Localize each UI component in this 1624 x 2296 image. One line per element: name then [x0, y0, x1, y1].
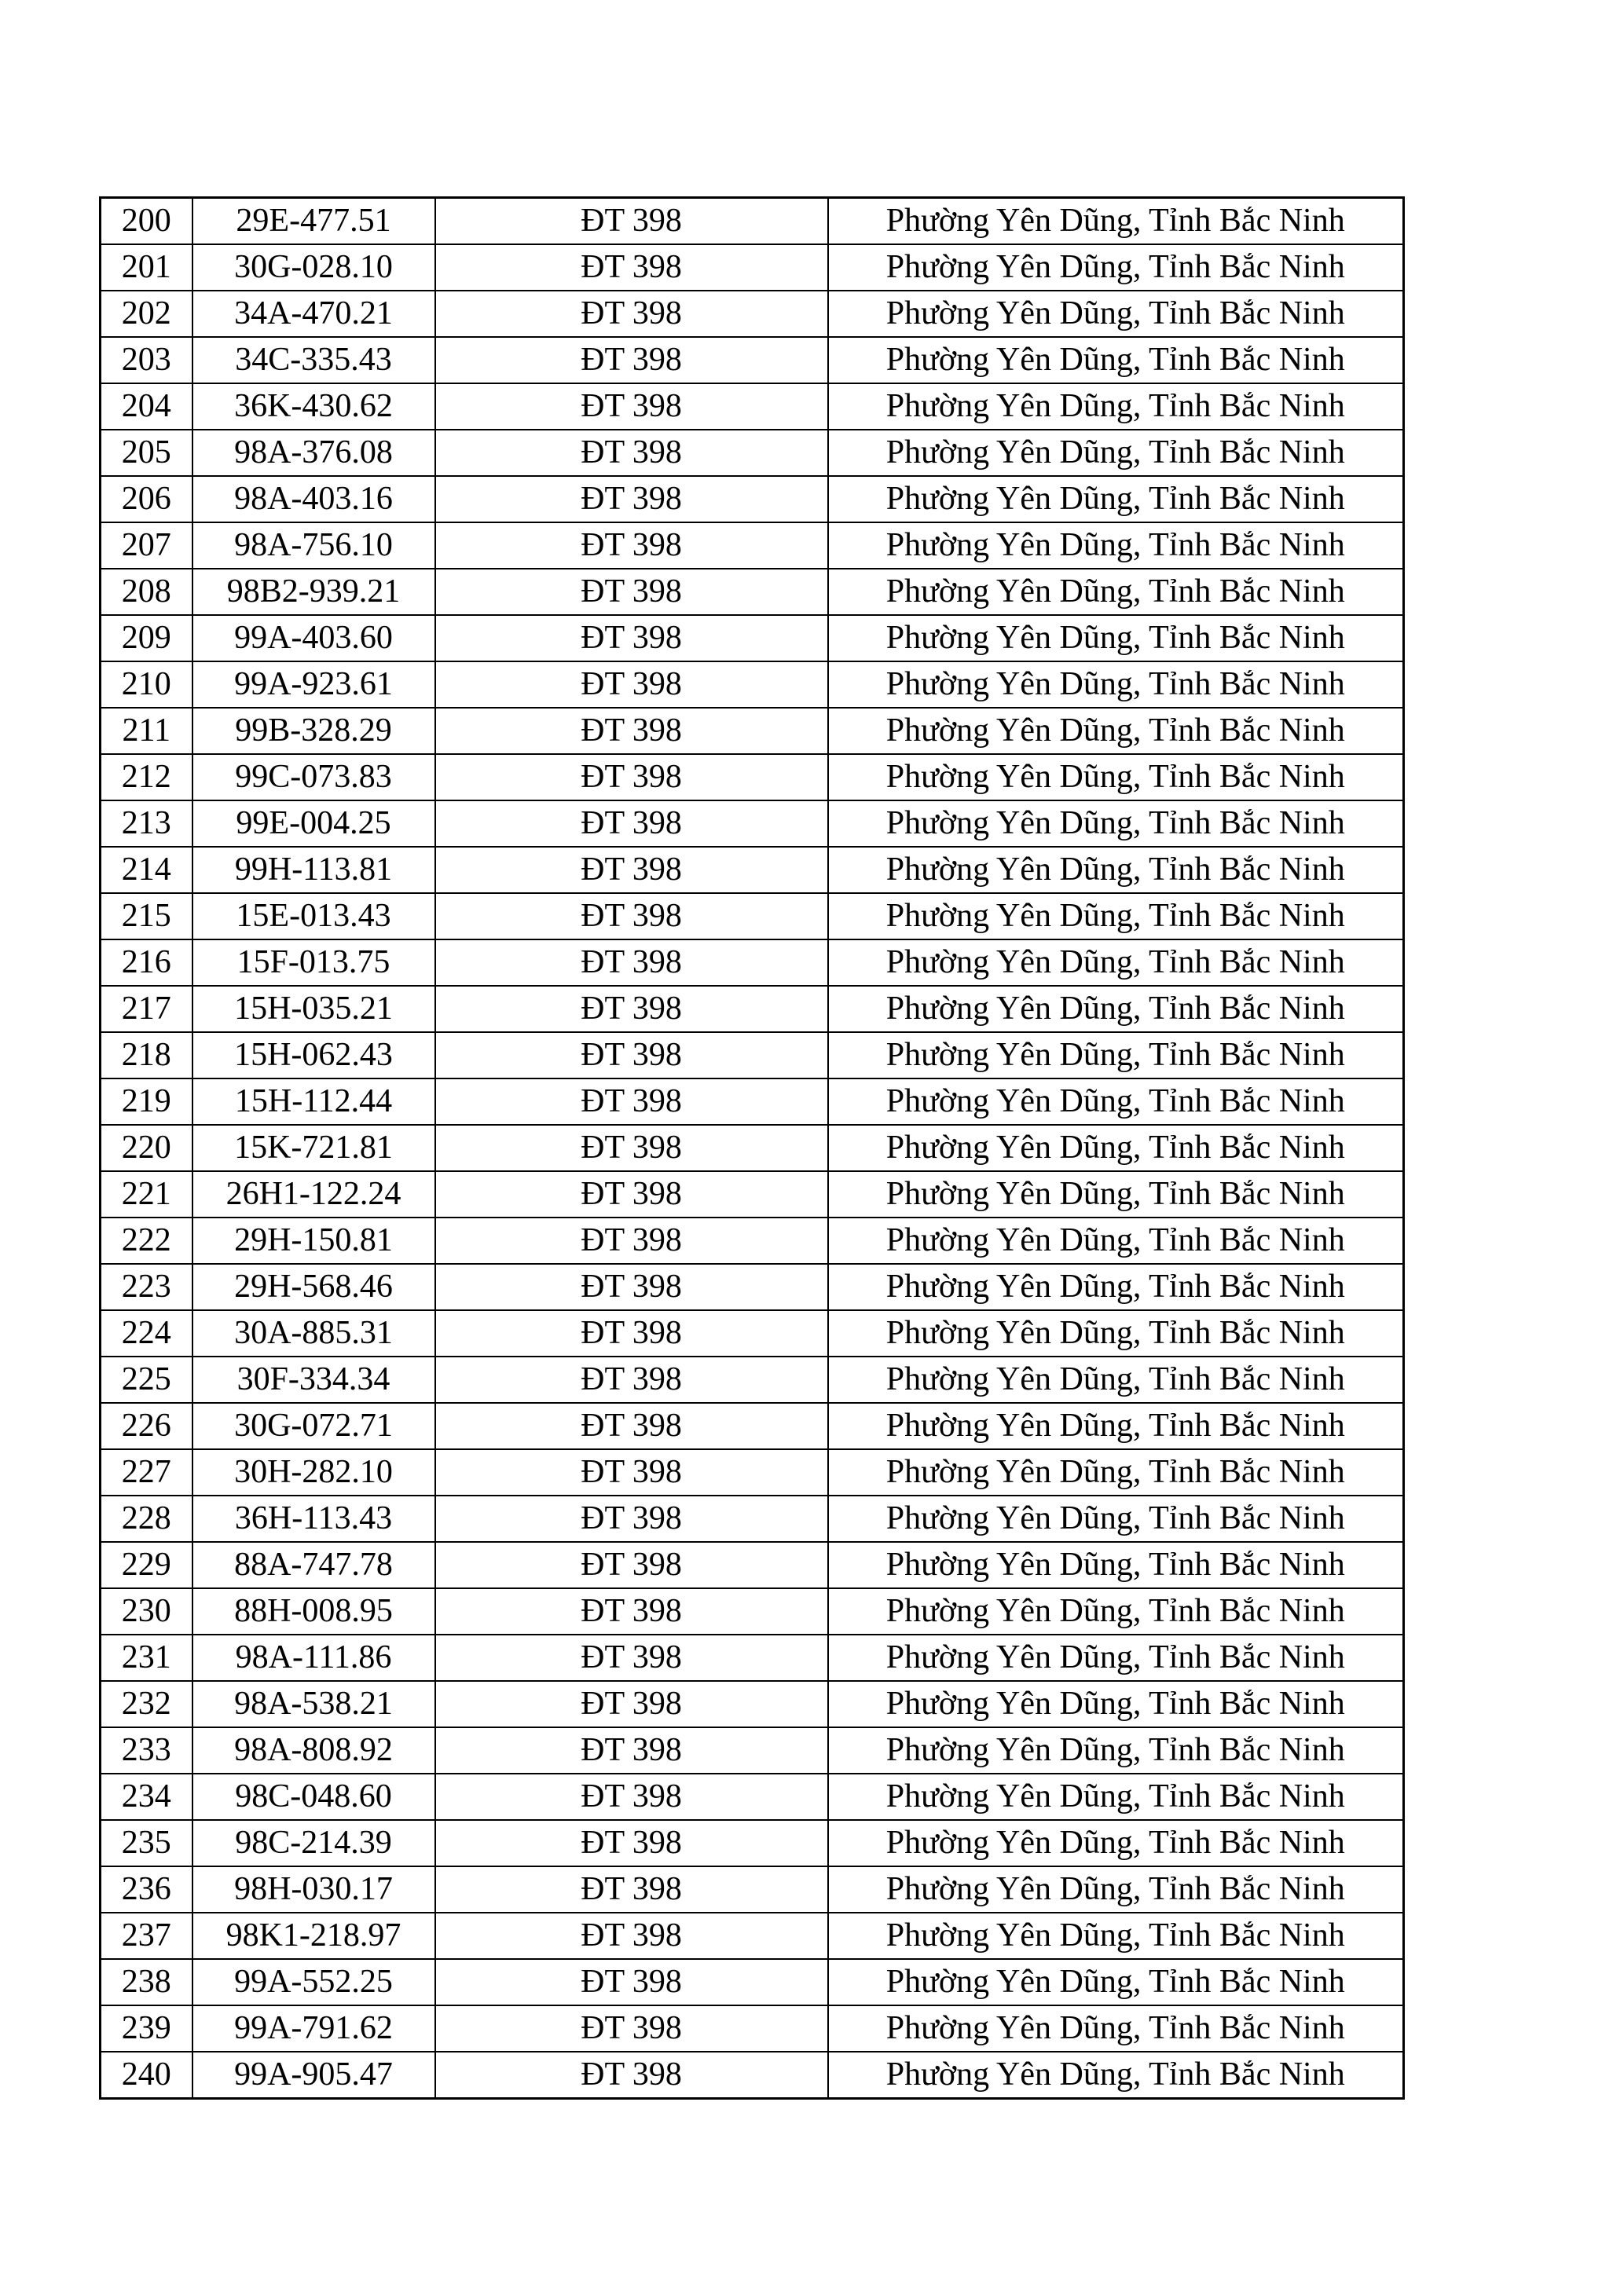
- row-number-cell: 231: [101, 1635, 192, 1681]
- location-cell: Phường Yên Dũng, Tỉnh Bắc Ninh: [828, 800, 1404, 847]
- road-cell: ĐT 398: [435, 198, 828, 245]
- table-row: [101, 1727, 1404, 1774]
- license-plate-cell: 99B-328.29: [192, 708, 435, 754]
- table-row: [101, 1542, 1404, 1588]
- road-cell: ĐT 398: [435, 1078, 828, 1125]
- table-row: [101, 1403, 1404, 1449]
- row-number-cell: 223: [101, 1264, 192, 1310]
- road-cell: ĐT 398: [435, 2005, 828, 2052]
- row-number-cell: 213: [101, 800, 192, 847]
- license-plate-cell: 30A-885.31: [192, 1310, 435, 1357]
- row-number-cell: 236: [101, 1866, 192, 1913]
- license-plate-cell: 99E-004.25: [192, 800, 435, 847]
- road-cell: ĐT 398: [435, 1032, 828, 1078]
- table-row: [101, 986, 1404, 1032]
- row-number-cell: 229: [101, 1542, 192, 1588]
- license-plate-cell: 15H-112.44: [192, 1078, 435, 1125]
- road-cell: ĐT 398: [435, 1310, 828, 1357]
- license-plate-cell: 99A-403.60: [192, 615, 435, 661]
- table-row: [101, 1820, 1404, 1866]
- road-cell: ĐT 398: [435, 1449, 828, 1496]
- license-plate-cell: 98A-111.86: [192, 1635, 435, 1681]
- table-row: [101, 522, 1404, 569]
- road-cell: ĐT 398: [435, 754, 828, 800]
- license-plate-cell: 34C-335.43: [192, 337, 435, 383]
- location-cell: Phường Yên Dũng, Tỉnh Bắc Ninh: [828, 1635, 1404, 1681]
- row-number-cell: 240: [101, 2052, 192, 2099]
- row-number-cell: 234: [101, 1774, 192, 1820]
- license-plate-cell: 88A-747.78: [192, 1542, 435, 1588]
- location-cell: Phường Yên Dũng, Tỉnh Bắc Ninh: [828, 986, 1404, 1032]
- row-number-cell: 206: [101, 476, 192, 522]
- license-plate-cell: 30F-334.34: [192, 1357, 435, 1403]
- row-number-cell: 212: [101, 754, 192, 800]
- license-plate-cell: 29H-150.81: [192, 1218, 435, 1264]
- row-number-cell: 235: [101, 1820, 192, 1866]
- location-cell: Phường Yên Dũng, Tỉnh Bắc Ninh: [828, 1218, 1404, 1264]
- road-cell: ĐT 398: [435, 430, 828, 476]
- table-row: [101, 661, 1404, 708]
- row-number-cell: 238: [101, 1959, 192, 2005]
- row-number-cell: 228: [101, 1496, 192, 1542]
- license-plate-cell: 30G-072.71: [192, 1403, 435, 1449]
- license-plate-cell: 98H-030.17: [192, 1866, 435, 1913]
- license-plate-cell: 98A-538.21: [192, 1681, 435, 1727]
- location-cell: Phường Yên Dũng, Tỉnh Bắc Ninh: [828, 383, 1404, 430]
- road-cell: ĐT 398: [435, 986, 828, 1032]
- location-cell: Phường Yên Dũng, Tỉnh Bắc Ninh: [828, 754, 1404, 800]
- license-plate-cell: 99A-552.25: [192, 1959, 435, 2005]
- location-cell: Phường Yên Dũng, Tỉnh Bắc Ninh: [828, 2052, 1404, 2099]
- table-row: [101, 2052, 1404, 2099]
- road-cell: ĐT 398: [435, 522, 828, 569]
- location-cell: Phường Yên Dũng, Tỉnh Bắc Ninh: [828, 1681, 1404, 1727]
- license-plate-cell: 15F-013.75: [192, 939, 435, 986]
- row-number-cell: 203: [101, 337, 192, 383]
- road-cell: ĐT 398: [435, 337, 828, 383]
- road-cell: ĐT 398: [435, 1542, 828, 1588]
- road-cell: ĐT 398: [435, 661, 828, 708]
- table-row: [101, 1913, 1404, 1959]
- license-plate-cell: 29E-477.51: [192, 198, 435, 245]
- location-cell: Phường Yên Dũng, Tỉnh Bắc Ninh: [828, 1403, 1404, 1449]
- road-cell: ĐT 398: [435, 1496, 828, 1542]
- row-number-cell: 201: [101, 244, 192, 291]
- row-number-cell: 210: [101, 661, 192, 708]
- table-row: [101, 244, 1404, 291]
- table-row: [101, 1866, 1404, 1913]
- row-number-cell: 216: [101, 939, 192, 986]
- table-row: [101, 1125, 1404, 1171]
- row-number-cell: 222: [101, 1218, 192, 1264]
- road-cell: ĐT 398: [435, 569, 828, 615]
- row-number-cell: 217: [101, 986, 192, 1032]
- road-cell: ĐT 398: [435, 291, 828, 337]
- table-row: [101, 1310, 1404, 1357]
- table-row: [101, 1032, 1404, 1078]
- license-plate-cell: 98A-376.08: [192, 430, 435, 476]
- road-cell: ĐT 398: [435, 847, 828, 893]
- table-body: [101, 198, 1404, 2099]
- table-row: [101, 1681, 1404, 1727]
- location-cell: Phường Yên Dũng, Tỉnh Bắc Ninh: [828, 476, 1404, 522]
- table-row: [101, 1078, 1404, 1125]
- location-cell: Phường Yên Dũng, Tỉnh Bắc Ninh: [828, 1774, 1404, 1820]
- row-number-cell: 227: [101, 1449, 192, 1496]
- table-row: [101, 615, 1404, 661]
- road-cell: ĐT 398: [435, 893, 828, 939]
- license-plate-cell: 99A-905.47: [192, 2052, 435, 2099]
- license-plate-cell: 98K1-218.97: [192, 1913, 435, 1959]
- road-cell: ĐT 398: [435, 1125, 828, 1171]
- license-plate-cell: 30H-282.10: [192, 1449, 435, 1496]
- license-plate-cell: 15H-062.43: [192, 1032, 435, 1078]
- license-plate-cell: 15E-013.43: [192, 893, 435, 939]
- road-cell: ĐT 398: [435, 2052, 828, 2099]
- location-cell: Phường Yên Dũng, Tỉnh Bắc Ninh: [828, 1310, 1404, 1357]
- road-cell: ĐT 398: [435, 1171, 828, 1218]
- row-number-cell: 208: [101, 569, 192, 615]
- row-number-cell: 221: [101, 1171, 192, 1218]
- location-cell: Phường Yên Dũng, Tỉnh Bắc Ninh: [828, 1542, 1404, 1588]
- license-plate-cell: 36H-113.43: [192, 1496, 435, 1542]
- license-plate-cell: 98A-403.16: [192, 476, 435, 522]
- location-cell: Phường Yên Dũng, Tỉnh Bắc Ninh: [828, 291, 1404, 337]
- row-number-cell: 209: [101, 615, 192, 661]
- table-row: [101, 2005, 1404, 2052]
- license-plate-cell: 29H-568.46: [192, 1264, 435, 1310]
- location-cell: Phường Yên Dũng, Tỉnh Bắc Ninh: [828, 1125, 1404, 1171]
- road-cell: ĐT 398: [435, 476, 828, 522]
- location-cell: Phường Yên Dũng, Tỉnh Bắc Ninh: [828, 1727, 1404, 1774]
- location-cell: Phường Yên Dũng, Tỉnh Bắc Ninh: [828, 1449, 1404, 1496]
- license-plate-cell: 88H-008.95: [192, 1588, 435, 1635]
- table-row: [101, 708, 1404, 754]
- location-cell: Phường Yên Dũng, Tỉnh Bắc Ninh: [828, 1032, 1404, 1078]
- table-row: [101, 1218, 1404, 1264]
- license-plate-cell: 99H-113.81: [192, 847, 435, 893]
- location-cell: Phường Yên Dũng, Tỉnh Bắc Ninh: [828, 1357, 1404, 1403]
- license-plate-cell: 98C-048.60: [192, 1774, 435, 1820]
- location-cell: Phường Yên Dũng, Tỉnh Bắc Ninh: [828, 661, 1404, 708]
- location-cell: Phường Yên Dũng, Tỉnh Bắc Ninh: [828, 1588, 1404, 1635]
- table-row: [101, 1264, 1404, 1310]
- license-plate-cell: 30G-028.10: [192, 244, 435, 291]
- road-cell: ĐT 398: [435, 1218, 828, 1264]
- location-cell: Phường Yên Dũng, Tỉnh Bắc Ninh: [828, 430, 1404, 476]
- location-cell: Phường Yên Dũng, Tỉnh Bắc Ninh: [828, 1866, 1404, 1913]
- license-plate-cell: 98A-756.10: [192, 522, 435, 569]
- table-row: [101, 754, 1404, 800]
- location-cell: Phường Yên Dũng, Tỉnh Bắc Ninh: [828, 1078, 1404, 1125]
- table-row: [101, 1635, 1404, 1681]
- table-row: [101, 291, 1404, 337]
- road-cell: ĐT 398: [435, 244, 828, 291]
- location-cell: Phường Yên Dũng, Tỉnh Bắc Ninh: [828, 569, 1404, 615]
- road-cell: ĐT 398: [435, 800, 828, 847]
- road-cell: ĐT 398: [435, 1913, 828, 1959]
- location-cell: Phường Yên Dũng, Tỉnh Bắc Ninh: [828, 708, 1404, 754]
- row-number-cell: 211: [101, 708, 192, 754]
- row-number-cell: 204: [101, 383, 192, 430]
- table-row: [101, 1357, 1404, 1403]
- road-cell: ĐT 398: [435, 1635, 828, 1681]
- row-number-cell: 215: [101, 893, 192, 939]
- license-plate-cell: 15K-721.81: [192, 1125, 435, 1171]
- table-row: [101, 893, 1404, 939]
- road-cell: ĐT 398: [435, 383, 828, 430]
- road-cell: ĐT 398: [435, 1357, 828, 1403]
- license-plate-cell: 98A-808.92: [192, 1727, 435, 1774]
- road-cell: ĐT 398: [435, 939, 828, 986]
- row-number-cell: 230: [101, 1588, 192, 1635]
- location-cell: Phường Yên Dũng, Tỉnh Bắc Ninh: [828, 1171, 1404, 1218]
- table-row: [101, 800, 1404, 847]
- road-cell: ĐT 398: [435, 1727, 828, 1774]
- location-cell: Phường Yên Dũng, Tỉnh Bắc Ninh: [828, 244, 1404, 291]
- location-cell: Phường Yên Dũng, Tỉnh Bắc Ninh: [828, 198, 1404, 245]
- location-cell: Phường Yên Dũng, Tỉnh Bắc Ninh: [828, 939, 1404, 986]
- location-cell: Phường Yên Dũng, Tỉnh Bắc Ninh: [828, 1264, 1404, 1310]
- road-cell: ĐT 398: [435, 1866, 828, 1913]
- row-number-cell: 224: [101, 1310, 192, 1357]
- location-cell: Phường Yên Dũng, Tỉnh Bắc Ninh: [828, 1959, 1404, 2005]
- row-number-cell: 239: [101, 2005, 192, 2052]
- location-cell: Phường Yên Dũng, Tỉnh Bắc Ninh: [828, 847, 1404, 893]
- location-cell: Phường Yên Dũng, Tỉnh Bắc Ninh: [828, 1820, 1404, 1866]
- table-row: [101, 383, 1404, 430]
- row-number-cell: 232: [101, 1681, 192, 1727]
- table-row: [101, 1588, 1404, 1635]
- table-row: [101, 1959, 1404, 2005]
- row-number-cell: 220: [101, 1125, 192, 1171]
- road-cell: ĐT 398: [435, 1588, 828, 1635]
- location-cell: Phường Yên Dũng, Tỉnh Bắc Ninh: [828, 2005, 1404, 2052]
- location-cell: Phường Yên Dũng, Tỉnh Bắc Ninh: [828, 337, 1404, 383]
- row-number-cell: 219: [101, 1078, 192, 1125]
- row-number-cell: 207: [101, 522, 192, 569]
- row-number-cell: 225: [101, 1357, 192, 1403]
- row-number-cell: 214: [101, 847, 192, 893]
- table-row: [101, 847, 1404, 893]
- table-row: [101, 337, 1404, 383]
- table-row: [101, 1496, 1404, 1542]
- license-plate-cell: 99A-923.61: [192, 661, 435, 708]
- road-cell: ĐT 398: [435, 1959, 828, 2005]
- license-plate-cell: 99A-791.62: [192, 2005, 435, 2052]
- road-cell: ĐT 398: [435, 1681, 828, 1727]
- license-plate-cell: 99C-073.83: [192, 754, 435, 800]
- table-row: [101, 198, 1404, 245]
- location-cell: Phường Yên Dũng, Tỉnh Bắc Ninh: [828, 893, 1404, 939]
- table-row: [101, 476, 1404, 522]
- license-plate-cell: 36K-430.62: [192, 383, 435, 430]
- table-row: [101, 939, 1404, 986]
- license-plate-cell: 15H-035.21: [192, 986, 435, 1032]
- road-cell: ĐT 398: [435, 615, 828, 661]
- location-cell: Phường Yên Dũng, Tỉnh Bắc Ninh: [828, 615, 1404, 661]
- row-number-cell: 205: [101, 430, 192, 476]
- vehicle-plate-table: [99, 196, 1405, 2100]
- table-row: [101, 569, 1404, 615]
- road-cell: ĐT 398: [435, 1264, 828, 1310]
- row-number-cell: 237: [101, 1913, 192, 1959]
- license-plate-cell: 26H1-122.24: [192, 1171, 435, 1218]
- row-number-cell: 226: [101, 1403, 192, 1449]
- road-cell: ĐT 398: [435, 1403, 828, 1449]
- row-number-cell: 200: [101, 198, 192, 245]
- license-plate-cell: 34A-470.21: [192, 291, 435, 337]
- table-row: [101, 1449, 1404, 1496]
- license-plate-cell: 98C-214.39: [192, 1820, 435, 1866]
- location-cell: Phường Yên Dũng, Tỉnh Bắc Ninh: [828, 522, 1404, 569]
- road-cell: ĐT 398: [435, 1820, 828, 1866]
- row-number-cell: 202: [101, 291, 192, 337]
- license-plate-cell: 98B2-939.21: [192, 569, 435, 615]
- table-row: [101, 1171, 1404, 1218]
- table-row: [101, 430, 1404, 476]
- location-cell: Phường Yên Dũng, Tỉnh Bắc Ninh: [828, 1913, 1404, 1959]
- road-cell: ĐT 398: [435, 1774, 828, 1820]
- table-row: [101, 1774, 1404, 1820]
- row-number-cell: 233: [101, 1727, 192, 1774]
- road-cell: ĐT 398: [435, 708, 828, 754]
- row-number-cell: 218: [101, 1032, 192, 1078]
- location-cell: Phường Yên Dũng, Tỉnh Bắc Ninh: [828, 1496, 1404, 1542]
